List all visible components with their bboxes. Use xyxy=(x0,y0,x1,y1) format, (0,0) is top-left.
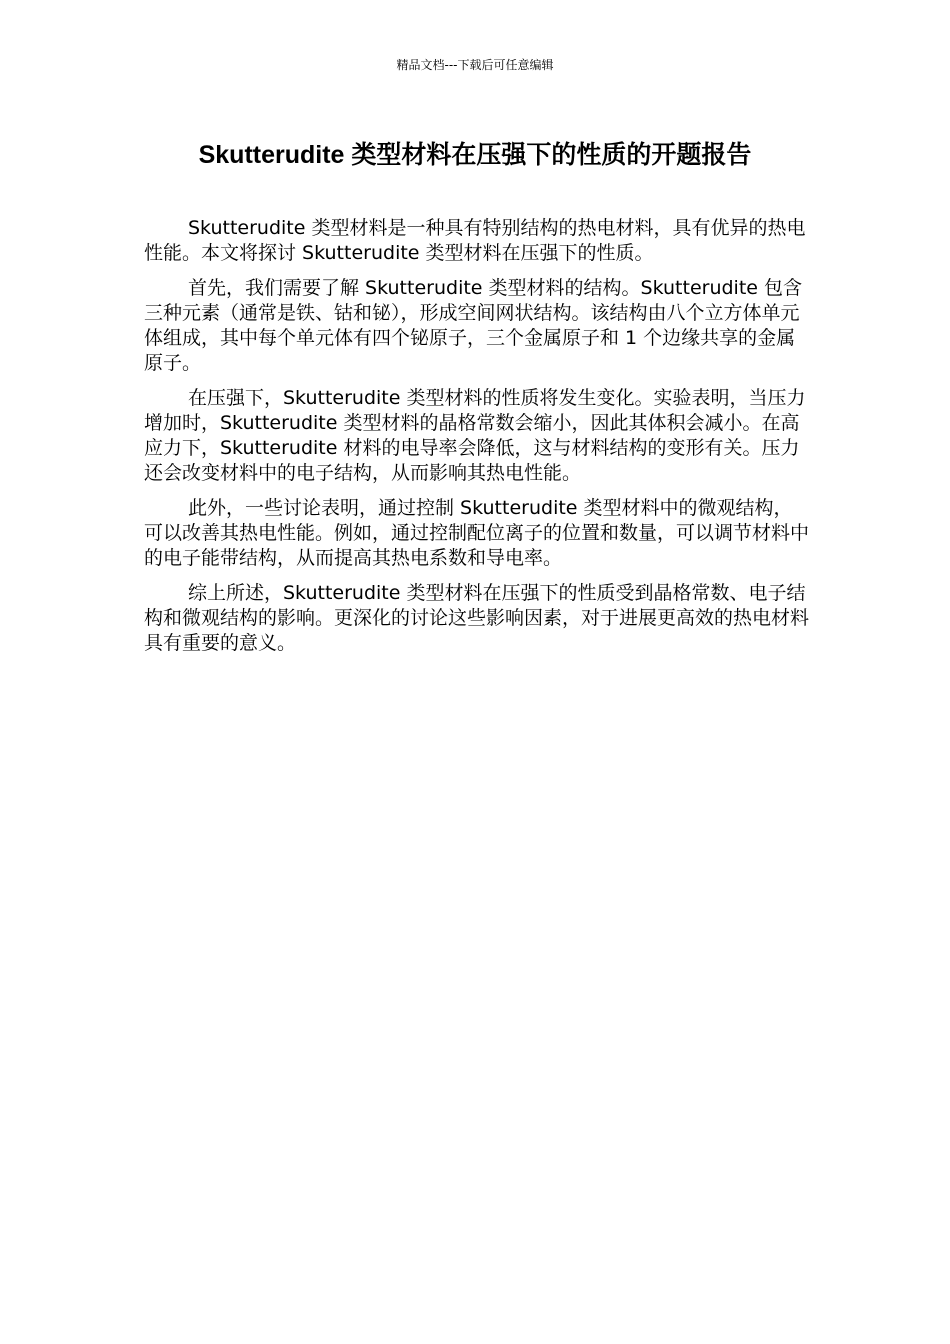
paragraph: Skutterudite 类型材料是一种具有特别结构的热电材料，具有优异的热电性能。本文将探讨 Skutterudite 类型材料在压强下的性质。 xyxy=(144,217,806,264)
document-title: Skutterudite 类型材料在压强下的性质的开题报告 xyxy=(198,141,752,169)
paragraph: 综上所述，Skutterudite 类型材料在压强下的性质受到晶格常数、电子结构和微观结构的影响。更深化的讨论这些影响因素，对于进展更高效的热电材料具有重要的意义。 xyxy=(144,582,810,654)
paragraph: 在压强下，Skutterudite 类型材料的性质将发生变化。实验表明，当压力增加时，Skutterudite 类型材料的晶格常数会缩小，因此其体积会减小。在高应力下，Skutterudite 材料的电导率会降低，这与材料结构的变形有关。压力还会改变材料中的电子结构，从而影响其热电性能。 xyxy=(144,387,806,484)
paragraph: 首先，我们需要了解 Skutterudite 类型材料的结构。Skutterudite 包含三种元素（通常是铁、钴和铋），形成空间网状结构。该结构由八个立方体单元体组成，其中每个单元体有四个铋原子，三个金属原子和 1 个边缘共享的金属原子。 xyxy=(144,277,803,374)
header-note: 精品文档---下载后可任意编辑 xyxy=(396,58,554,72)
document-body xyxy=(144,216,810,666)
paragraph: 此外，一些讨论表明，通过控制 Skutterudite 类型材料中的微观结构，可以改善其热电性能。例如，通过控制配位离子的位置和数量，可以调节材料中的电子能带结构，从而提高其热电系数和导电率。 xyxy=(144,497,810,569)
